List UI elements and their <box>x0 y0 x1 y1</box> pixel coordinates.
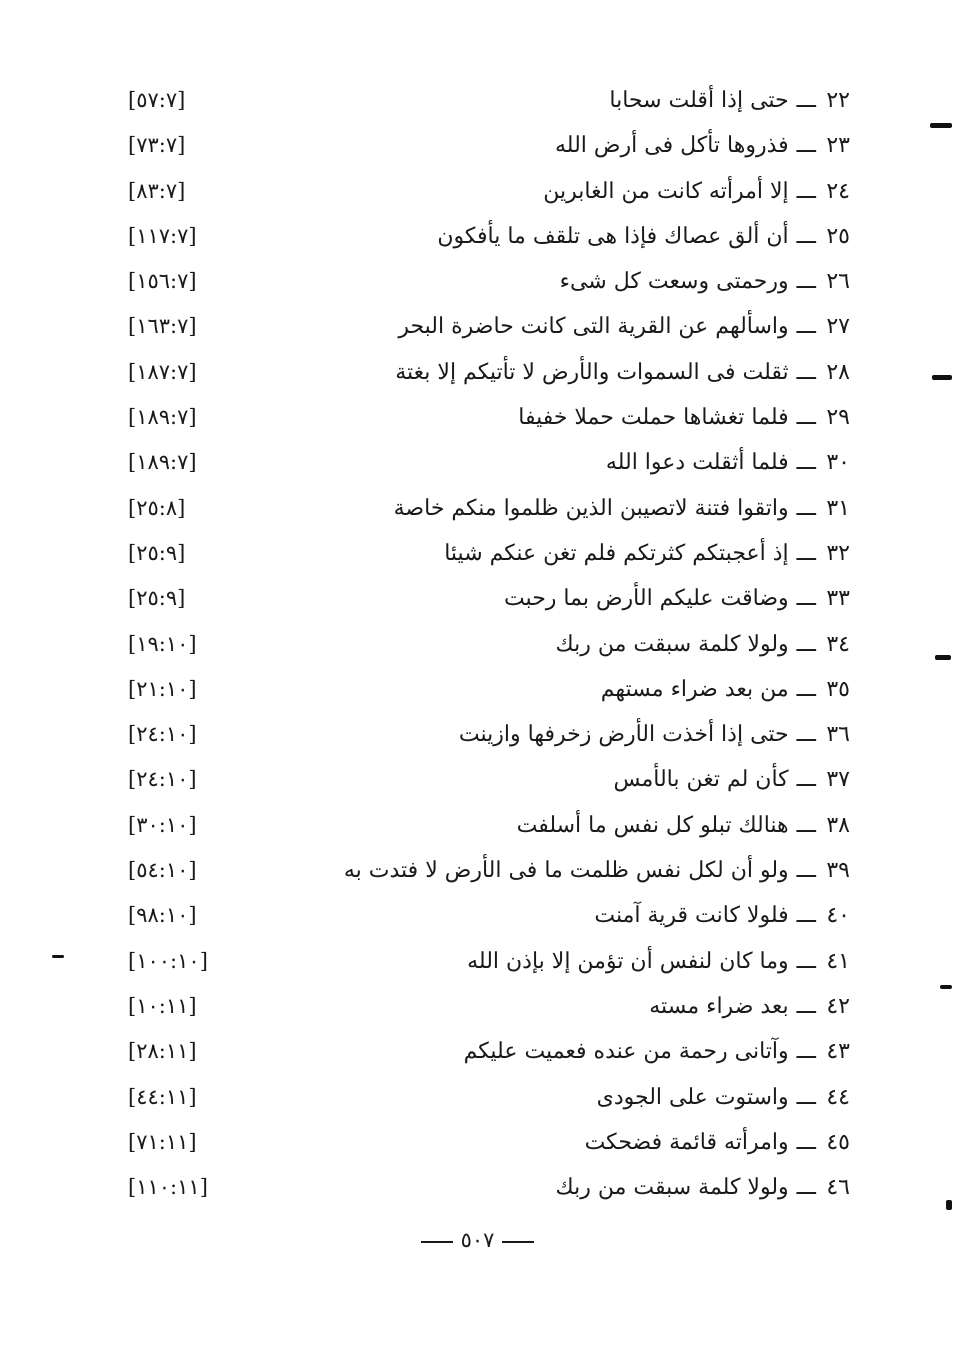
verse-reference: [١٥٦:٧] <box>128 269 197 294</box>
verse-reference: [١٨٧:٧] <box>128 359 197 384</box>
verse-text: واتقوا فتنة لاتصيبن الذين ظلموا منكم خاصة <box>393 495 789 521</box>
verse-text: وما كان لنفس أن تؤمن إلا بإذن الله <box>467 948 789 974</box>
entry-number: ٣١ <box>826 495 850 521</box>
separator-dash: ـــ <box>796 450 816 476</box>
verse-line <box>556 622 850 667</box>
verse-line <box>467 939 850 984</box>
verse-list <box>120 78 850 1210</box>
margin-mark <box>940 985 952 989</box>
verse-reference: [١١٧:٧] <box>128 223 197 248</box>
list-item <box>120 757 850 802</box>
entry-number: ٣٩ <box>826 858 850 884</box>
verse-line <box>518 395 850 440</box>
separator-dash: ـــ <box>796 631 816 657</box>
entry-number: ٣٦ <box>826 722 850 748</box>
list-item <box>120 350 850 395</box>
list-item <box>120 622 850 667</box>
page-footer <box>0 1228 955 1252</box>
separator-dash: ـــ <box>796 1129 816 1155</box>
entry-number: ٤٠ <box>826 903 850 929</box>
separator-dash: ـــ <box>796 722 816 748</box>
verse-text: أن ألق عصاك فإذا هى تلقف ما يأفكون <box>437 223 789 249</box>
verse-line <box>517 803 850 848</box>
list-item <box>120 169 850 214</box>
list-item <box>120 893 850 938</box>
verse-reference: [٤٤:١١] <box>128 1084 197 1109</box>
entry-number: ٤٦ <box>826 1175 850 1201</box>
footer-rule-left <box>421 1241 453 1243</box>
margin-mark <box>930 123 952 128</box>
verse-text: فلما تغشاها حملت حملا خفيفا <box>518 405 789 431</box>
entry-number: ٣٢ <box>826 540 850 566</box>
verse-line <box>613 757 850 802</box>
entry-number: ٣٣ <box>826 586 850 612</box>
verse-reference: [١٦٣:٧] <box>128 314 197 339</box>
verse-text: حتى إذا أخذت الأرض زخرفها وازينت <box>458 722 789 748</box>
verse-text: من بعد ضراء مستهم <box>600 676 789 702</box>
verse-reference: [٥٤:١٠] <box>128 858 197 883</box>
separator-dash: ـــ <box>796 676 816 702</box>
entry-number: ٢٦ <box>826 269 850 295</box>
verse-line <box>344 848 850 893</box>
verse-reference: [٢٤:١٠] <box>128 767 197 792</box>
separator-dash: ـــ <box>796 903 816 929</box>
verse-line <box>555 123 850 168</box>
verse-text: ثقلت فى السموات والأرض لا تأتيكم إلا بغتة <box>395 359 789 385</box>
entry-number: ٣٥ <box>826 676 850 702</box>
list-item <box>120 1120 850 1165</box>
separator-dash: ـــ <box>796 540 816 566</box>
verse-line <box>594 893 850 938</box>
verse-line <box>395 350 850 395</box>
list-item <box>120 712 850 757</box>
entry-number: ٤٤ <box>826 1084 850 1110</box>
verse-line <box>504 576 850 621</box>
separator-dash: ـــ <box>796 359 816 385</box>
separator-dash: ـــ <box>796 495 816 521</box>
separator-dash: ـــ <box>796 1039 816 1065</box>
verse-reference: [٢٥:٩] <box>128 586 186 611</box>
verse-text: كأن لم تغن بالأمس <box>613 767 789 793</box>
verse-reference: [٢٥:٨] <box>128 495 186 520</box>
entry-number: ٣٤ <box>826 631 850 657</box>
separator-dash: ـــ <box>796 88 816 113</box>
verse-line <box>601 667 850 712</box>
verse-reference: [٨٣:٧] <box>128 178 186 203</box>
verse-text: ولولا كلمة سبقت من ربك <box>555 1175 789 1201</box>
verse-reference: [٢٨:١١] <box>128 1039 197 1064</box>
separator-dash: ـــ <box>796 586 816 612</box>
separator-dash: ـــ <box>796 948 816 974</box>
separator-dash: ـــ <box>796 1175 816 1201</box>
verse-line <box>585 1120 850 1165</box>
verse-reference: [١٠٠:١٠] <box>128 948 208 973</box>
verse-reference: [١٨٩:٧] <box>128 450 197 475</box>
list-item <box>120 848 850 893</box>
list-item <box>120 576 850 621</box>
verse-reference: [٢٤:١٠] <box>128 722 197 747</box>
verse-text: إذ أعجبتكم كثرتكم فلم تغن عنكم شيئا <box>444 540 789 566</box>
footer-rule-right <box>502 1241 534 1243</box>
verse-text: وضاقت عليكم الأرض بما رحبت <box>503 586 789 612</box>
verse-text: ورحمتى وسعت كل شىء <box>559 269 789 295</box>
verse-line <box>543 169 850 214</box>
list-item <box>120 1165 850 1210</box>
verse-text: إلا أمرأته كانت من الغابرين <box>543 178 789 204</box>
list-item <box>120 939 850 984</box>
verse-reference: [٩٨:١٠] <box>128 903 197 928</box>
verse-text: حتى إذا أقلت سحابا <box>609 88 789 113</box>
verse-text: واستوت على الجودى <box>596 1084 789 1110</box>
separator-dash: ـــ <box>796 993 816 1019</box>
separator-dash: ـــ <box>796 133 816 159</box>
verse-reference: [٣٠:١٠] <box>128 812 197 837</box>
margin-mark <box>932 375 952 380</box>
list-item <box>120 259 850 304</box>
verse-line <box>459 712 850 757</box>
list-item <box>120 984 850 1029</box>
separator-dash: ـــ <box>796 1084 816 1110</box>
separator-dash: ـــ <box>796 812 816 838</box>
entry-number: ٣٨ <box>826 812 850 838</box>
list-item <box>120 531 850 576</box>
verse-text: فذروها تأكل فى أرض الله <box>555 133 789 159</box>
margin-mark <box>52 955 64 958</box>
verse-line <box>649 984 850 1029</box>
entry-number: ٤٢ <box>826 993 850 1019</box>
entry-number: ٤٥ <box>826 1129 850 1155</box>
separator-dash: ـــ <box>796 767 816 793</box>
verse-line <box>597 1075 850 1120</box>
verse-line <box>444 531 850 576</box>
verse-line <box>437 214 850 259</box>
verse-text: واسألهم عن القرية التى كانت حاضرة البحر <box>398 314 789 340</box>
entry-number: ٢٢ <box>826 88 850 113</box>
list-item <box>120 667 850 712</box>
list-item <box>120 214 850 259</box>
verse-reference: [٧١:١١] <box>128 1129 197 1154</box>
verse-text: فلما أثقلت دعوا الله <box>605 450 789 476</box>
verse-reference: [١١٠:١١] <box>128 1175 208 1200</box>
verse-text: بعد ضراء مسته <box>649 993 789 1019</box>
list-item <box>120 395 850 440</box>
entry-number: ٢٩ <box>826 405 850 431</box>
list-item <box>120 304 850 349</box>
separator-dash: ـــ <box>796 178 816 204</box>
margin-mark <box>935 655 951 660</box>
entry-number: ٣٠ <box>826 450 850 476</box>
list-item <box>120 486 850 531</box>
entry-number: ٢٣ <box>826 133 850 159</box>
verse-text: وآتانى رحمة من عنده فعميت عليكم <box>463 1039 789 1065</box>
verse-line <box>609 78 850 123</box>
verse-reference: [١٠:١١] <box>128 993 197 1018</box>
verse-text: وامرأته قائمة فضحكت <box>584 1129 789 1155</box>
separator-dash: ـــ <box>796 269 816 295</box>
entry-number: ٢٥ <box>826 223 850 249</box>
verse-reference: [٥٧:٧] <box>128 88 186 112</box>
entry-number: ٤١ <box>826 948 850 974</box>
verse-line <box>606 440 850 485</box>
list-item <box>120 440 850 485</box>
entry-number: ٣٧ <box>826 767 850 793</box>
separator-dash: ـــ <box>796 314 816 340</box>
list-item <box>120 803 850 848</box>
list-item <box>120 78 850 123</box>
entry-number: ٢٤ <box>826 178 850 204</box>
list-item <box>120 1075 850 1120</box>
separator-dash: ـــ <box>796 858 816 884</box>
verse-line <box>556 1165 850 1210</box>
entry-number: ٢٧ <box>826 314 850 340</box>
verse-line <box>394 486 850 531</box>
page-number: ٥٠٧ <box>460 1228 495 1252</box>
verse-reference: [١٨٩:٧] <box>128 405 197 430</box>
list-item <box>120 1029 850 1074</box>
verse-line <box>398 304 850 349</box>
verse-reference: [١٩:١٠] <box>128 631 197 656</box>
separator-dash: ـــ <box>796 405 816 431</box>
verse-line <box>560 259 850 304</box>
verse-reference: [٢١:١٠] <box>128 676 197 701</box>
margin-mark <box>946 1200 952 1210</box>
verse-text: ولو أن لكل نفس ظلمت ما فى الأرض لا فتدت به <box>343 858 789 884</box>
verse-reference: [٢٥:٩] <box>128 540 186 565</box>
verse-text: ولولا كلمة سبقت من ربك <box>555 631 789 657</box>
verse-reference: [٧٣:٧] <box>128 133 186 158</box>
entry-number: ٤٣ <box>826 1039 850 1065</box>
verse-line <box>464 1029 850 1074</box>
verse-text: هنالك تبلو كل نفس ما أسلفت <box>516 812 789 838</box>
verse-text: فلولا كانت قرية آمنت <box>594 903 789 929</box>
entry-number: ٢٨ <box>826 359 850 385</box>
separator-dash: ـــ <box>796 223 816 249</box>
list-item <box>120 123 850 168</box>
